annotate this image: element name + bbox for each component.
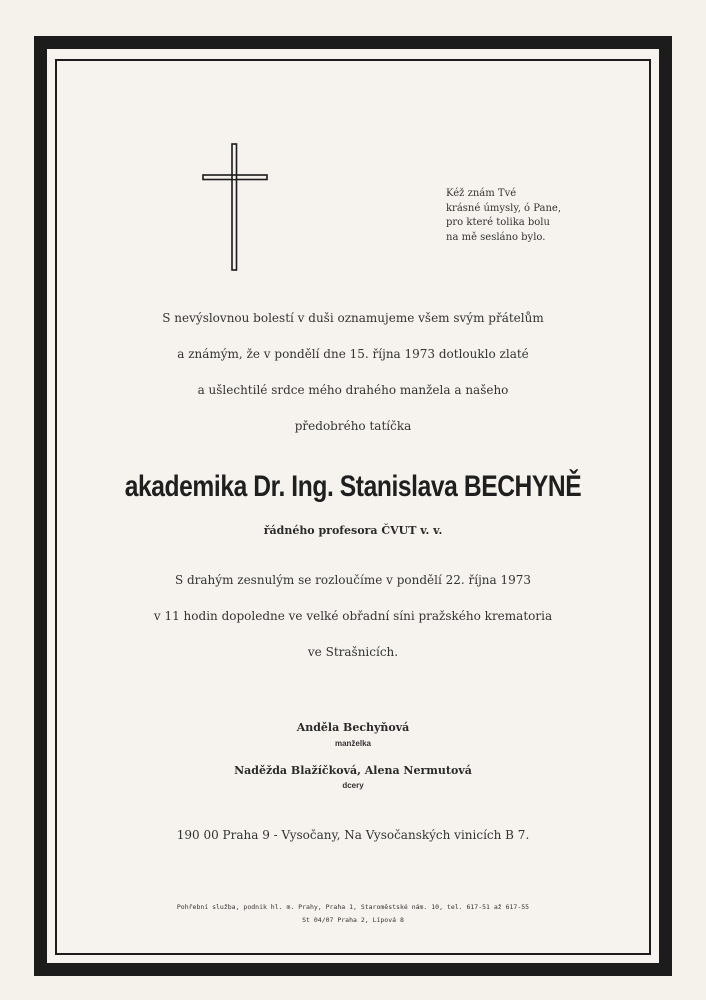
announcement-line: S nevýslovnou bolestí v duši oznamujeme všem svým přátelům: [162, 311, 544, 325]
mourner-name: Anděla Bechyňová: [296, 721, 410, 734]
mourner-role: dcery: [342, 781, 364, 790]
motto-verse: [446, 187, 576, 245]
deceased-name: akademika Dr. Ing. Stanislava BECHYNĚ: [124, 470, 582, 503]
deceased-title: řádného profesora ČVUT v. v.: [263, 524, 443, 537]
farewell-line: v 11 hodin dopoledne ve velké obřadní síni pražského krematoria: [153, 609, 553, 623]
mourner-name: Naděžda Blažíčková, Alena Nermutová: [234, 764, 472, 777]
cross-icon: [198, 142, 272, 272]
announcement-line: a ušlechtilé srdce mého drahého manžela a našeho: [197, 383, 509, 397]
motto-line: na mě sesláno bylo.: [446, 231, 546, 243]
farewell-line: S drahým zesnulým se rozloučíme v pondělí 22. října 1973: [174, 573, 532, 587]
announcement-line: a známým, že v pondělí dne 15. října 1973 dotlouklo zlaté: [177, 347, 529, 361]
motto-line: pro které tolika bolu: [446, 217, 550, 228]
motto-line: krásné úmysly, ó Pane,: [446, 202, 562, 214]
announcement-line: předobrého tatíčka: [294, 419, 412, 433]
mourner-role: manželka: [334, 739, 372, 748]
print-reference: St 04/07 Praha 2, Lípová 8: [302, 916, 404, 924]
family-address: 190 00 Praha 9 - Vysočany, Na Vysočanských vinicích B 7.: [176, 828, 530, 842]
funeral-service-info: Pohřební služba, podnik hl. m. Prahy, Praha 1, Staroměstské nám. 10, tel. 617-51 až 617-55: [176, 903, 530, 911]
motto-line: Kéž znám Tvé: [446, 188, 517, 199]
farewell-line: ve Strašnicích.: [307, 645, 399, 659]
